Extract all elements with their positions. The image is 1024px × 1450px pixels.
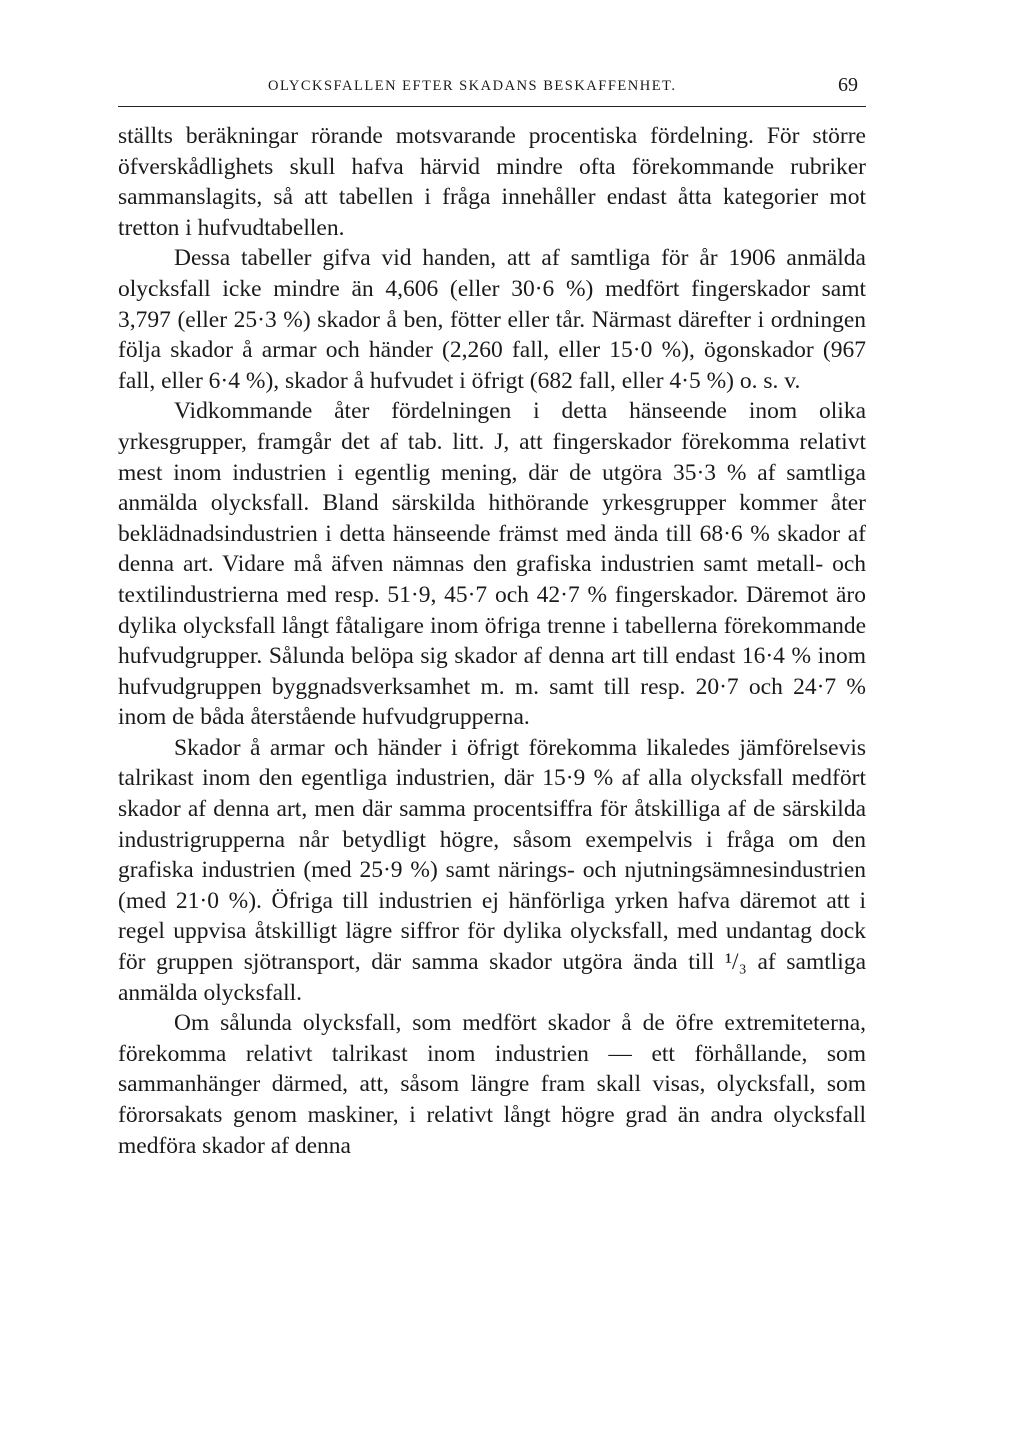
paragraph: Skador å armar och händer i öfrigt förekomma likaledes jämförelsevis talrikast inom den egentliga industrien, där 15·9 % af alla olycksfall medfört skador af denna art, men där samma procentsiffra för åtskilliga af de särskilda industrigrupperna når betydligt högre, såsom exempelvis i fråga om den grafiska industrien (med 25·9 %) samt närings- och njutningsämnesindustrien (med 21·0 %). Öfriga till industrien ej hänförliga yrken hafva däremot att i regel uppvisa åtskilligt lägre siffror för dylika olycksfall, med undantag dock för gruppen sjötransport, där samma skador utgöra ända till ¹/₃ af samtliga anmälda olycksfall. [118, 734, 866, 1006]
running-header [118, 72, 866, 107]
body-text [118, 121, 866, 1161]
paragraph-continuation: ställts beräkningar rörande motsvarande procentiska fördelning. För större öfverskådlighets skull hafva härvid mindre ofta förekommande rubriker sammanslagits, så att tabellen i fråga innehåller endast åtta kategorier mot tretton i hufvudtabellen. [118, 123, 866, 241]
page-number: 69 [838, 74, 858, 96]
paragraph: Vidkommande åter fördelningen i detta hänseende inom olika yrkesgrupper, framgår det af tab. litt. J, att fingerskador förekomma relativt mest inom industrien i egentlig mening, där de utgöra 35·3 % af samtliga anmälda olycksfall. Bland särskilda hithörande yrkesgrupper kommer åter beklädnadsindustrien i detta hänseende främst med ända till 68·6 % skador af denna art. Vidare må äfven nämnas den grafiska industrien samt metall- och textilindustrierna med resp. 51·9, 45·7 och 42·7 % fingerskador. Däremot äro dylika olycksfall långt fåtaligare inom öfriga trenne i tabellerna förekommande hufvudgrupper. Sålunda belöpa sig skador af denna art till endast 16·4 % inom hufvudgruppen byggnadsverksamhet m. m. samt till resp. 20·7 och 24·7 % inom de båda återstående hufvudgrupperna. [118, 398, 866, 731]
paragraph: Dessa tabeller gifva vid handen, att af samtliga för år 1906 anmälda olycksfall icke mindre än 4,606 (eller 30·6 %) medfört fingerskador samt 3,797 (eller 25·3 %) skador å ben, fötter eller tår. Närmast därefter i ordningen följa skador å armar och händer (2,260 fall, eller 15·0 %), ögonskador (967 fall, eller 6·4 %), skador å hufvudet i öfrigt (682 fall, eller 4·5 %) o. s. v. [118, 245, 866, 394]
paragraph: Om sålunda olycksfall, som medfört skador å de öfre extremiteterna, förekomma relativt talrikast inom industrien — ett förhållande, som sammanhänger därmed, att, såsom längre fram skall visas, olycksfall, som förorsakats genom maskiner, i relativt långt högre grad än andra olycksfall medföra skador af denna [118, 1010, 866, 1159]
running-title: OLYCKSFALLEN EFTER SKADANS BESKAFFENHET. [268, 78, 677, 94]
book-page [118, 72, 866, 1161]
